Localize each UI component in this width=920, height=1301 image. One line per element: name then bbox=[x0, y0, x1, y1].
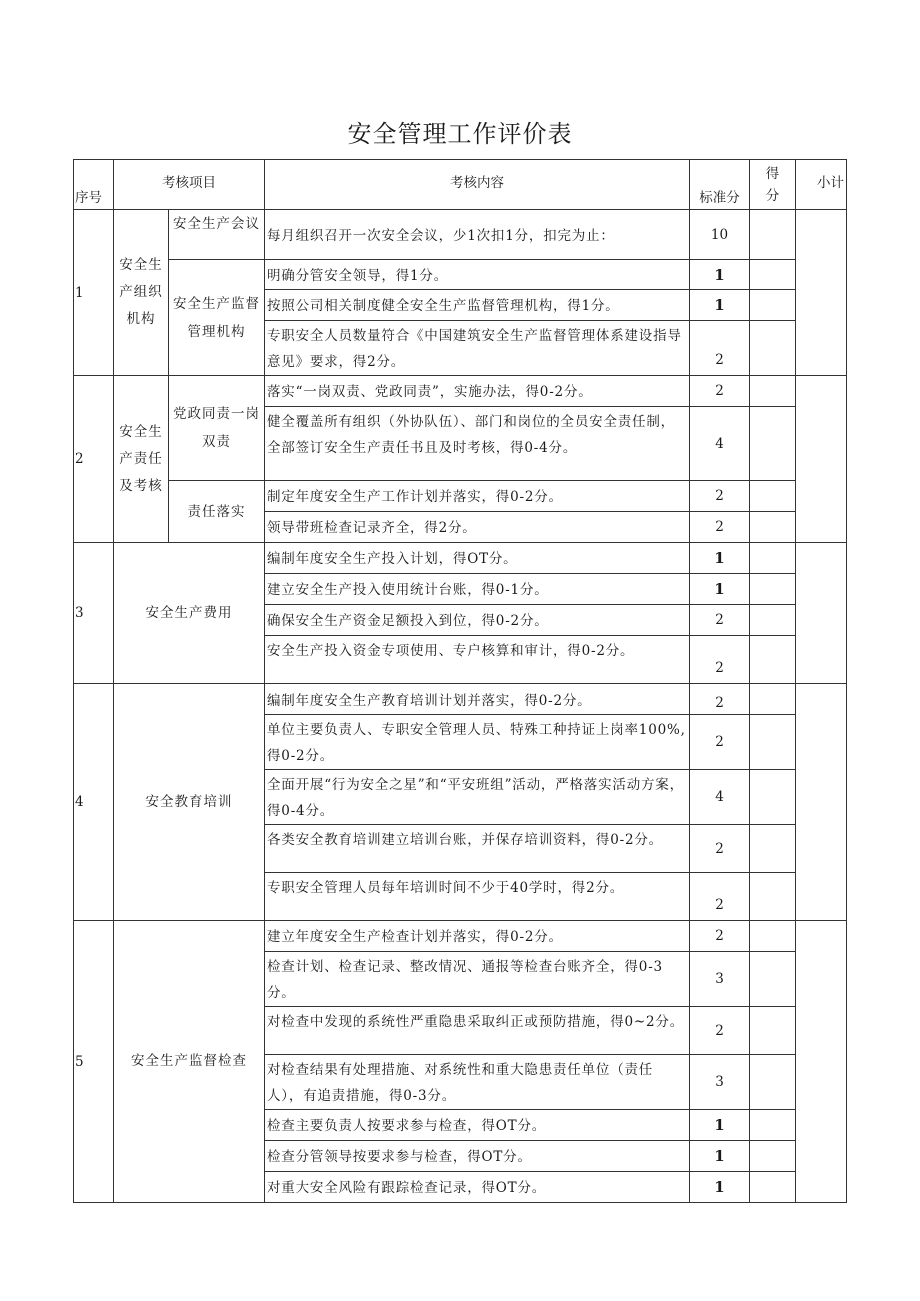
score-cell bbox=[750, 1110, 796, 1141]
score-cell bbox=[750, 1172, 796, 1203]
standard-score: 2 bbox=[690, 873, 750, 921]
header-score: 得分 bbox=[750, 160, 796, 210]
table-row bbox=[74, 481, 847, 512]
standard-score: 2 bbox=[690, 321, 750, 376]
standard-score: 2 bbox=[690, 636, 750, 684]
standard-score: 2 bbox=[690, 376, 750, 407]
standard-score: 1 bbox=[690, 260, 750, 290]
table-row bbox=[74, 260, 847, 290]
table-row bbox=[74, 210, 847, 260]
section-no: 2 bbox=[74, 376, 114, 543]
standard-score: 1 bbox=[690, 1172, 750, 1203]
content-cell: 对检查中发现的系统性严重隐患采取纠正或预防措施，得0~2分。 bbox=[265, 1007, 690, 1055]
standard-score: 3 bbox=[690, 1055, 750, 1110]
subtotal-cell bbox=[796, 921, 847, 1203]
score-cell bbox=[750, 636, 796, 684]
subcategory: 党政同责一岗双责 bbox=[169, 376, 265, 481]
score-cell bbox=[750, 715, 796, 770]
content-cell: 编制年度安全生产教育培训计划并落实，得0-2分。 bbox=[265, 684, 690, 715]
standard-score: 1 bbox=[690, 1110, 750, 1141]
section-no: 3 bbox=[74, 543, 114, 684]
subcategory: 安全生产监督管理机构 bbox=[169, 260, 265, 376]
section-category: 安全教育培训 bbox=[114, 684, 265, 921]
content-cell: 确保安全生产资金足额投入到位，得0-2分。 bbox=[265, 605, 690, 636]
header-item: 考核项目 bbox=[114, 160, 265, 210]
content-cell: 建立年度安全生产检查计划并落实，得0-2分。 bbox=[265, 921, 690, 952]
content-cell: 明确分管安全领导，得1分。 bbox=[265, 260, 690, 290]
subtotal-cell bbox=[796, 376, 847, 543]
content-cell: 安全生产投入资金专项使用、专户核算和审计，得0-2分。 bbox=[265, 636, 690, 684]
score-cell bbox=[750, 684, 796, 715]
subcategory: 安全生产会议 bbox=[169, 210, 265, 260]
standard-score: 3 bbox=[690, 952, 750, 1007]
content-cell: 对检查结果有处理措施、对系统性和重大隐患责任单位（责任人），有追责措施，得0-3分。 bbox=[265, 1055, 690, 1110]
score-cell bbox=[750, 210, 796, 260]
section-category: 安全生产监督检查 bbox=[114, 921, 265, 1203]
table-row bbox=[74, 921, 847, 952]
standard-score: 10 bbox=[690, 210, 750, 260]
standard-score: 2 bbox=[690, 512, 750, 543]
header-no: 序号 bbox=[74, 160, 114, 210]
score-cell bbox=[750, 574, 796, 605]
page-title: 安全管理工作评价表 bbox=[347, 120, 573, 148]
standard-score: 1 bbox=[690, 574, 750, 605]
section-no: 1 bbox=[74, 210, 114, 376]
content-cell: 每月组织召开一次安全会议，少1次扣1分，扣完为止： bbox=[265, 210, 690, 260]
score-cell bbox=[750, 1055, 796, 1110]
content-cell: 专职安全人员数量符合《中国建筑安全生产监督管理体系建设指导意见》要求，得2分。 bbox=[265, 321, 690, 376]
section-no: 5 bbox=[74, 921, 114, 1203]
content-cell: 按照公司相关制度健全安全生产监督管理机构，得1分。 bbox=[265, 290, 690, 321]
header-content: 考核内容 bbox=[265, 160, 690, 210]
content-cell: 健全覆盖所有组织（外协队伍）、部门和岗位的全员安全责任制，全部签订安全生产责任书且及时考核，得0-4分。 bbox=[265, 407, 690, 481]
score-cell bbox=[750, 921, 796, 952]
score-cell bbox=[750, 873, 796, 921]
section-category: 安全生产费用 bbox=[114, 543, 265, 684]
score-cell bbox=[750, 605, 796, 636]
score-cell bbox=[750, 260, 796, 290]
section-category: 安全生产组织机构 bbox=[114, 210, 169, 376]
standard-score: 2 bbox=[690, 605, 750, 636]
content-cell: 专职安全管理人员每年培训时间不少于40学时，得2分。 bbox=[265, 873, 690, 921]
standard-score: 4 bbox=[690, 770, 750, 825]
content-cell: 全面开展“行为安全之星”和“平安班组”活动，严格落实活动方案，得0-4分。 bbox=[265, 770, 690, 825]
content-cell: 对重大安全风险有跟踪检查记录，得OT分。 bbox=[265, 1172, 690, 1203]
table-row bbox=[74, 684, 847, 715]
content-cell: 编制年度安全生产投入计划，得OT分。 bbox=[265, 543, 690, 574]
content-cell: 领导带班检查记录齐全，得2分。 bbox=[265, 512, 690, 543]
header-standard: 标准分 bbox=[690, 160, 750, 210]
content-cell: 检查分管领导按要求参与检查，得OT分。 bbox=[265, 1141, 690, 1172]
score-cell bbox=[750, 481, 796, 512]
evaluation-table bbox=[73, 159, 847, 1203]
subtotal-cell bbox=[796, 684, 847, 921]
score-cell bbox=[750, 1007, 796, 1055]
standard-score: 1 bbox=[690, 1141, 750, 1172]
score-cell bbox=[750, 290, 796, 321]
score-cell bbox=[750, 512, 796, 543]
content-cell: 制定年度安全生产工作计划并落实，得0-2分。 bbox=[265, 481, 690, 512]
subtotal-cell bbox=[796, 210, 847, 376]
standard-score: 1 bbox=[690, 290, 750, 321]
header-row bbox=[74, 160, 847, 210]
score-cell bbox=[750, 376, 796, 407]
content-cell: 建立安全生产投入使用统计台账，得0-1分。 bbox=[265, 574, 690, 605]
score-cell bbox=[750, 770, 796, 825]
score-cell bbox=[750, 825, 796, 873]
score-cell bbox=[750, 952, 796, 1007]
section-no: 4 bbox=[74, 684, 114, 921]
standard-score: 2 bbox=[690, 1007, 750, 1055]
content-cell: 落实“一岗双责、党政同责”，实施办法，得0-2分。 bbox=[265, 376, 690, 407]
standard-score: 2 bbox=[690, 684, 750, 715]
score-cell bbox=[750, 407, 796, 481]
score-cell bbox=[750, 1141, 796, 1172]
content-cell: 单位主要负责人、专职安全管理人员、特殊工种持证上岗率100%,得0-2分。 bbox=[265, 715, 690, 770]
standard-score: 1 bbox=[690, 543, 750, 574]
score-cell bbox=[750, 543, 796, 574]
table-row bbox=[74, 543, 847, 574]
section-category: 安全生产责任及考核 bbox=[114, 376, 169, 543]
standard-score: 2 bbox=[690, 921, 750, 952]
standard-score: 2 bbox=[690, 715, 750, 770]
subcategory: 责任落实 bbox=[169, 481, 265, 543]
content-cell: 检查计划、检查记录、整改情况、通报等检查台账齐全，得0-3分。 bbox=[265, 952, 690, 1007]
content-cell: 各类安全教育培训建立培训台账，并保存培训资料，得0-2分。 bbox=[265, 825, 690, 873]
standard-score: 4 bbox=[690, 407, 750, 481]
standard-score: 2 bbox=[690, 825, 750, 873]
table-row bbox=[74, 376, 847, 407]
content-cell: 检查主要负责人按要求参与检查，得OT分。 bbox=[265, 1110, 690, 1141]
score-cell bbox=[750, 321, 796, 376]
header-subtotal: 小计 bbox=[796, 160, 847, 210]
subtotal-cell bbox=[796, 543, 847, 684]
standard-score: 2 bbox=[690, 481, 750, 512]
